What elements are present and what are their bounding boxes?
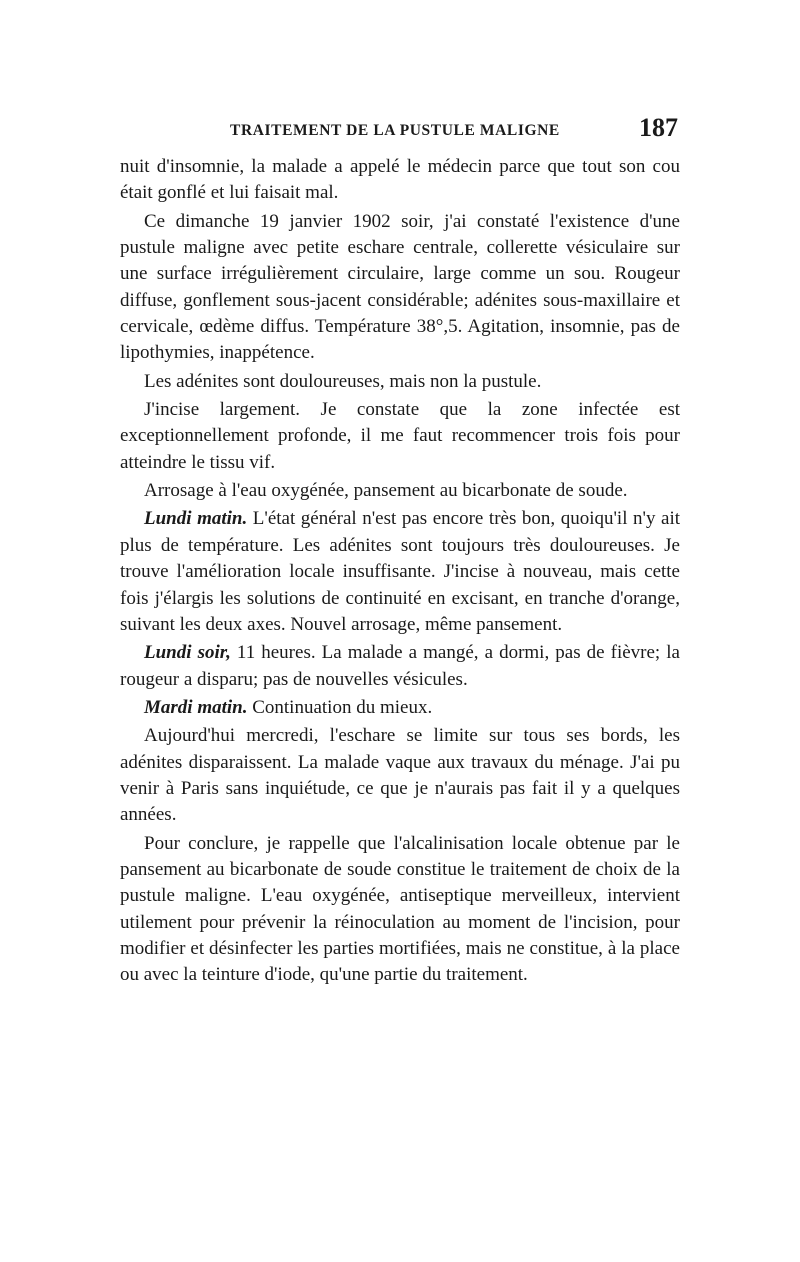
paragraph-lead: Lundi soir, [144, 642, 231, 664]
paragraph [120, 397, 680, 476]
paragraph-text: nuit d'insomnie, la malade a appelé le médecin parce que tout son cou était gonflé et lui faisait mal. [120, 156, 680, 204]
paragraph-lead: Mardi matin. [144, 696, 248, 718]
paragraph [120, 695, 680, 721]
paragraph [120, 723, 680, 828]
paragraph-continuation [120, 154, 680, 207]
paragraph-text: L'état général n'est pas encore très bon, quoiqu'il n'y ait plus de température. Les adénites sont toujours très douloureuses. Je trouve l'amélioration locale insuffisante. J'incise à nouveau, mais cette fois j'élargis les solutions de continuité en excisant, en tranche d'orange, suivant les deux axes. Nouvel arrosage, même pansement. [120, 508, 681, 635]
running-head [118, 112, 678, 148]
paragraph-text: Continuation du mieux. [247, 696, 433, 718]
running-title: TRAITEMENT DE LA PUSTULE MALIGNE [230, 122, 560, 139]
paragraph [120, 478, 680, 504]
paragraph-text: Les adénites sont douloureuses, mais non la pustule. [144, 370, 542, 392]
paragraph [120, 640, 680, 693]
paragraph-text: Arrosage à l'eau oxygénée, pansement au bicarbonate de soude. [144, 480, 628, 502]
paragraph-text: Ce dimanche 19 janvier 1902 soir, j'ai constaté l'existence d'une pustule maligne avec petite eschare centrale, collerette vésiculaire sur une surface irrégulièrement circulaire, large comme un sou. Rougeur diffuse, gonflement sous-jacent considérable; adénites sous-maxillaire et cervicale, œdème diffus. Température 38°,5. Agitation, insomnie, pas de lipothymies, inappétence. [120, 210, 680, 364]
body-text [120, 154, 680, 989]
paragraph [120, 369, 680, 395]
paragraph [120, 506, 680, 638]
paragraph-text: Pour conclure, je rappelle que l'alcalinisation locale obtenue par le pansement au bicarbonate de soude constitue le traitement de choix de la pustule maligne. L'eau oxygénée, antiseptique merveilleux, intervient utilement pour prévenir la réinoculation au moment de l'incision, pour modifier et désinfecter les parties mortifiées, mais ne constitue, à la place ou avec la teinture d'iode, qu'une partie du traitement. [120, 832, 680, 986]
paragraph-text: Aujourd'hui mercredi, l'eschare se limite sur tous ses bords, les adénites disparaissent. La malade vaque aux travaux du ménage. J'ai pu venir à Paris sans inquiétude, ce que je n'aurais pas fait il y a quelques années. [120, 725, 680, 826]
paragraph [120, 831, 680, 989]
paragraph-text: J'incise largement. Je constate que la zone infectée est exceptionnellement profonde, il me faut recommencer trois fois pour atteindre le tissu vif. [120, 399, 680, 473]
paragraph [120, 209, 680, 367]
paragraph-text: 11 heures. La malade a mangé, a dormi, pas de fièvre; la rougeur a disparu; pas de nouvelles vésicules. [120, 642, 680, 690]
page-number: 187 [639, 113, 678, 142]
paragraph-lead: Lundi matin. [144, 508, 248, 530]
